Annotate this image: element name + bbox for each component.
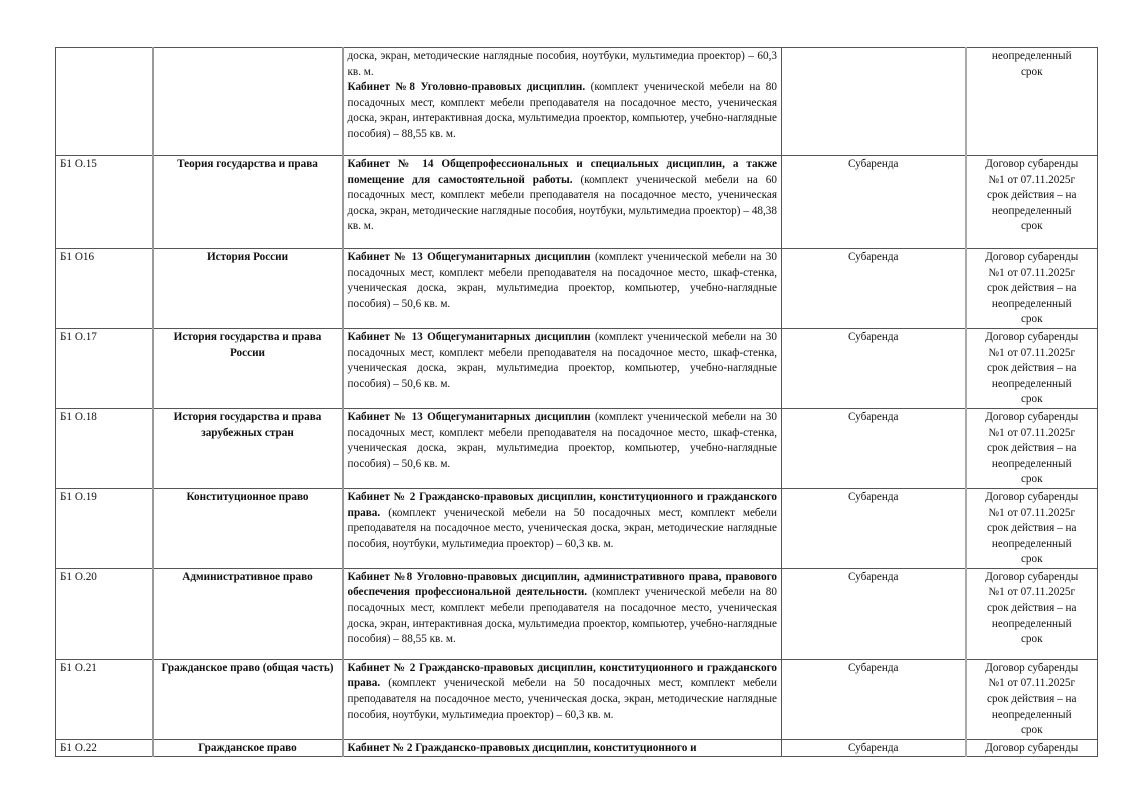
usage-basis: Субаренда — [782, 659, 966, 739]
room-description — [343, 568, 782, 659]
room-description — [343, 739, 782, 757]
room-entry — [348, 49, 778, 80]
usage-basis: Субаренда — [782, 156, 966, 249]
discipline-code: Б1 О.20 — [56, 568, 153, 659]
discipline-name — [153, 48, 343, 156]
usage-basis: Субаренда — [782, 328, 966, 408]
room-details: (комплект ученической мебели на 30 посадочных мест, комплект мебели преподавателя на посадочное место, шкаф-стенка, ученическая доска, экран, мультимедиа проектор, компьютер, учебно-наглядные пособия) – 50,6 кв. м. — [347, 251, 777, 310]
basis-document — [966, 739, 1098, 757]
basis-document-text: Договор субаренды №1 от 07.11.2025г срок действия – на неопределенный срок — [985, 330, 1079, 406]
room-title: Кабинет № 13 Общегуманитарных дисциплин — [347, 251, 591, 263]
room-details: (комплект ученической мебели на 80 посадочных мест, комплект мебели преподавателя на посадочное место, ученическая доска, экран, интерактивная доска, мультимедиа проектор, компьютер, учебно-наглядные пособия) – 88,55 кв. м. — [347, 586, 777, 646]
room-entry — [348, 80, 778, 142]
discipline-code: Б1 О.17 — [56, 328, 153, 408]
room-entry — [348, 157, 778, 235]
usage-basis: Субаренда — [782, 488, 966, 568]
basis-document-text: Договор субаренды — [985, 741, 1079, 754]
room-title: Кабинет № 13 Общегуманитарных дисциплин — [347, 410, 591, 423]
room-details: доска, экран, методические наглядные пособия, ноутбуки, мультимедиа проектор) – 60,3 кв. м. — [347, 50, 777, 78]
discipline-code — [56, 48, 153, 156]
premises-table — [55, 47, 1098, 757]
basis-document — [966, 249, 1098, 329]
room-details: (комплект ученической мебели на 60 посадочных мест, комплект мебели преподавателя на посадочное место, ученическая доска, экран, методические наглядные пособия, ноутбуки, мультимедиа проектор) – 48,38 кв. м. — [347, 173, 777, 233]
room-title: Кабинет № 13 Общегуманитарных дисциплин — [347, 330, 591, 343]
room-title: Кабинет № 2 Гражданско-правовых дисциплин, конституционного и гражданского права. — [347, 661, 777, 690]
table-row — [56, 568, 1098, 659]
basis-document — [966, 156, 1098, 249]
room-description — [343, 488, 782, 568]
basis-document — [966, 568, 1098, 659]
room-description — [343, 328, 782, 408]
room-description — [343, 156, 782, 249]
table-row — [56, 48, 1098, 156]
discipline-name: История государства и права России — [153, 328, 343, 408]
table-row — [56, 328, 1098, 408]
discipline-code: Б1 О16 — [56, 249, 153, 329]
discipline-code: Б1 О.22 — [56, 739, 153, 757]
basis-document — [966, 328, 1098, 408]
discipline-code: Б1 О.19 — [56, 488, 153, 568]
discipline-name: Конституционное право — [153, 488, 343, 568]
basis-document — [966, 488, 1098, 568]
room-details: (комплект ученической мебели на 30 посадочных мест, комплект мебели преподавателя на посадочное место, шкаф-стенка, ученическая доска, экран, мультимедиа проектор, компьютер, учебно-наглядные пособия) – 50,6 кв. м. — [347, 330, 777, 390]
discipline-name: История России — [153, 249, 343, 329]
table-row — [56, 739, 1098, 757]
room-entry — [348, 410, 778, 472]
room-entry — [348, 330, 778, 392]
room-entry — [348, 741, 778, 757]
table-row — [56, 659, 1098, 739]
table-row — [56, 249, 1098, 329]
room-description — [343, 249, 782, 329]
room-entry — [348, 250, 778, 312]
room-title: Кабинет № 2 Гражданско-правовых дисциплин, конституционного и гражданского права. — [347, 490, 777, 519]
basis-document-text: Договор субаренды №1 от 07.11.2025г срок действия – на неопределенный срок — [985, 251, 1079, 326]
table-row — [56, 408, 1098, 488]
discipline-code: Б1 О.18 — [56, 408, 153, 488]
basis-document-text: Договор субаренды №1 от 07.11.2025г срок действия – на неопределенный срок — [985, 158, 1079, 233]
room-entry — [348, 661, 778, 723]
room-title: Кабинет № 14 Общепрофессиональных и специальных дисциплин, а также помещение для самостоятельной работы. — [347, 158, 777, 186]
basis-document-text: Договор субаренды №1 от 07.11.2025г срок действия – на неопределенный срок — [985, 410, 1079, 486]
usage-basis — [782, 48, 966, 156]
usage-basis: Субаренда — [782, 739, 966, 757]
basis-document-text: Договор субаренды №1 от 07.11.2025г срок действия – на неопределенный срок — [985, 661, 1079, 737]
discipline-name: Теория государства и права — [153, 156, 343, 249]
discipline-name: Гражданское право (общая часть) — [153, 659, 343, 739]
room-description — [343, 659, 782, 739]
discipline-code: Б1 О.21 — [56, 659, 153, 739]
usage-basis: Субаренда — [782, 249, 966, 329]
discipline-name: Гражданское право — [153, 739, 343, 757]
usage-basis: Субаренда — [782, 408, 966, 488]
basis-document-text: Договор субаренды №1 от 07.11.2025г срок действия – на неопределенный срок — [985, 570, 1079, 646]
room-details: (комплект ученической мебели на 30 посадочных мест, комплект мебели преподавателя на посадочное место, шкаф-стенка, ученическая доска, экран, мультимедиа проектор, компьютер, учебно-наглядные пособия) – 50,6 кв. м. — [347, 410, 777, 470]
table-row — [56, 156, 1098, 249]
basis-document — [966, 48, 1098, 156]
room-details: (комплект ученической мебели на 80 посадочных мест, комплект мебели преподавателя на посадочное место, ученическая доска, экран, интерактивная доска, мультимедиа проектор, компьютер, учебно-наглядные пособия) – 88,55 кв. м. — [347, 81, 777, 140]
discipline-name: История государства и права зарубежных стран — [153, 408, 343, 488]
room-entry — [348, 570, 778, 648]
basis-document-text: Договор субаренды №1 от 07.11.2025г срок действия – на неопределенный срок — [985, 490, 1079, 566]
room-description — [343, 408, 782, 488]
room-entry — [348, 490, 778, 552]
room-title: Кабинет № 2 Гражданско-правовых дисциплин, конституционного и — [347, 741, 697, 754]
discipline-code: Б1 О.15 — [56, 156, 153, 249]
room-details: (комплект ученической мебели на 50 посадочных мест, комплект мебели преподавателя на посадочное место, ученическая доска, экран, методические наглядные пособия, ноутбуки, мультимедиа проектор) – 60,3 кв. м. — [347, 506, 777, 550]
usage-basis: Субаренда — [782, 568, 966, 659]
discipline-name: Административное право — [153, 568, 343, 659]
basis-document-text: неопределенный срок — [991, 50, 1072, 78]
room-details: (комплект ученической мебели на 50 посадочных мест, комплект мебели преподавателя на посадочное место, ученическая доска, экран, методические наглядные пособия, ноутбуки, мультимедиа проектор) – 60,3 кв. м. — [347, 677, 777, 721]
room-title: Кабинет №8 Уголовно-правовых дисциплин, административного права, правового обеспечения профессиональной деятельности. — [347, 570, 777, 599]
room-title: Кабинет №8 Уголовно-правовых дисциплин. — [347, 81, 586, 94]
room-description — [343, 48, 782, 156]
premises-table-body — [56, 48, 1098, 757]
basis-document — [966, 659, 1098, 739]
table-row — [56, 488, 1098, 568]
basis-document — [966, 408, 1098, 488]
